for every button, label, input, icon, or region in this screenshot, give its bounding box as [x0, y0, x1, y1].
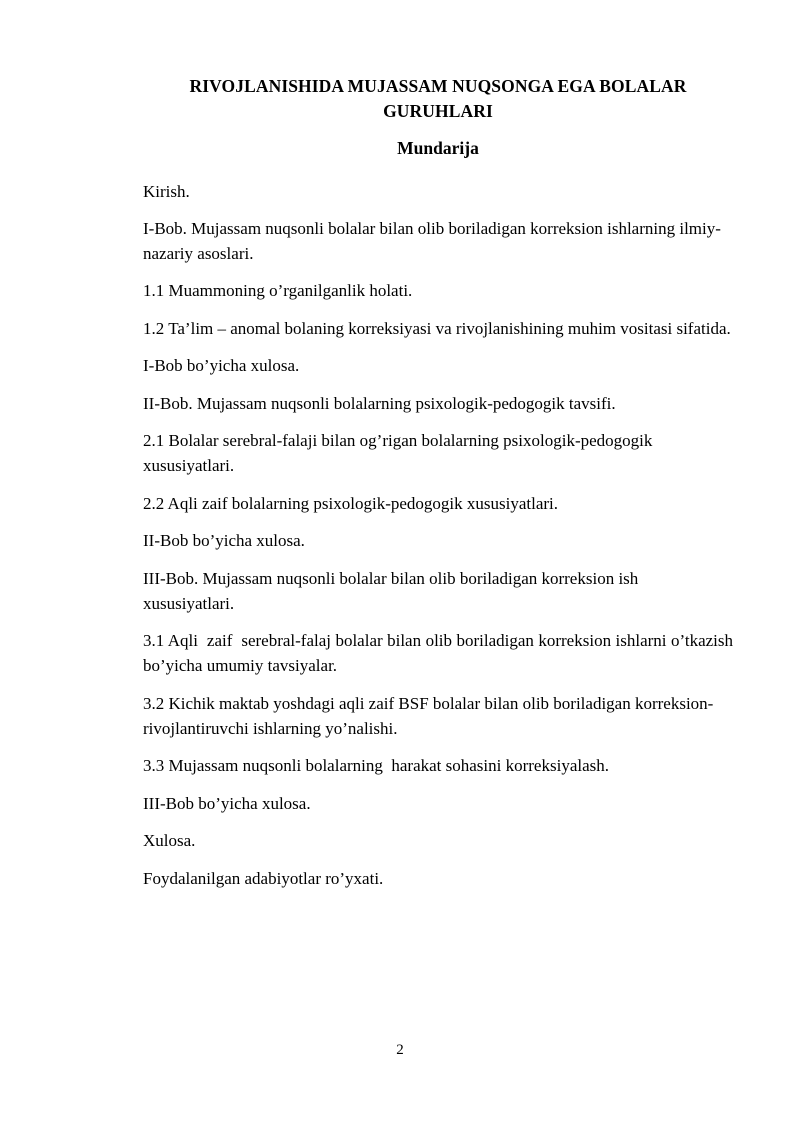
- toc-entry: I-Bob. Mujassam nuqsonli bolalar bilan olib boriladigan korreksion ishlarning ilmiy-nazariy asoslari.: [143, 219, 721, 263]
- page-title-line-1: RIVOJLANISHIDA MUJASSAM NUQSONGA EGA BOLALAR: [189, 76, 687, 96]
- toc-entry: 3.1 Aqli zaif serebral-falaj bolalar bilan olib boriladigan korreksion ishlarni o’tkazish bo’yicha umumiy tavsiyalar.: [143, 631, 738, 676]
- toc-entry: II-Bob. Mujassam nuqsonli bolalarning psixologik-pedogogik tavsifi.: [143, 393, 616, 413]
- toc-entry: 3.2 Kichik maktab yoshdagi aqli zaif BSF bolalar bilan olib boriladigan korreksion-rivojlantiruvchi ishlarning yo’nalishi.: [143, 693, 714, 738]
- toc-entry: 2.1 Bolalar serebral-falaji bilan og’rigan bolalarning psixologik-pedogogik xususiyatlari.: [143, 431, 657, 476]
- page-number: 2: [396, 1042, 404, 1058]
- toc-entry: II-Bob bo’yicha xulosa.: [143, 531, 305, 551]
- toc-entry: 1.1 Muammoning o’rganilganlik holati.: [143, 281, 413, 301]
- document-content: [143, 74, 738, 904]
- toc-entry: Foydalanilgan adabiyotlar ro’yxati.: [143, 868, 384, 888]
- toc-entry: I-Bob bo’yicha xulosa.: [143, 356, 300, 376]
- toc-entry: 1.2 Ta’lim – anomal bolaning korreksiyasi va rivojlanishining muhim vositasi sifatida.: [143, 318, 731, 338]
- page-title: [143, 74, 733, 124]
- subtitle-mundarija: Mundarija: [397, 137, 479, 158]
- table-of-contents: [143, 180, 738, 892]
- toc-entry: Kirish.: [143, 181, 190, 201]
- page-title-line-2: GURUHLARI: [383, 100, 493, 121]
- toc-entry: Xulosa.: [143, 831, 196, 851]
- toc-entry: III-Bob. Mujassam nuqsonli bolalar bilan olib boriladigan korreksion ish xususiyatlari.: [143, 568, 643, 613]
- toc-entry: III-Bob bo’yicha xulosa.: [143, 793, 311, 813]
- toc-entry: 3.3 Mujassam nuqsonli bolalarning harakat sohasini korreksiyalash.: [143, 756, 609, 776]
- toc-entry: 2.2 Aqli zaif bolalarning psixologik-pedogogik xususiyatlari.: [143, 493, 559, 513]
